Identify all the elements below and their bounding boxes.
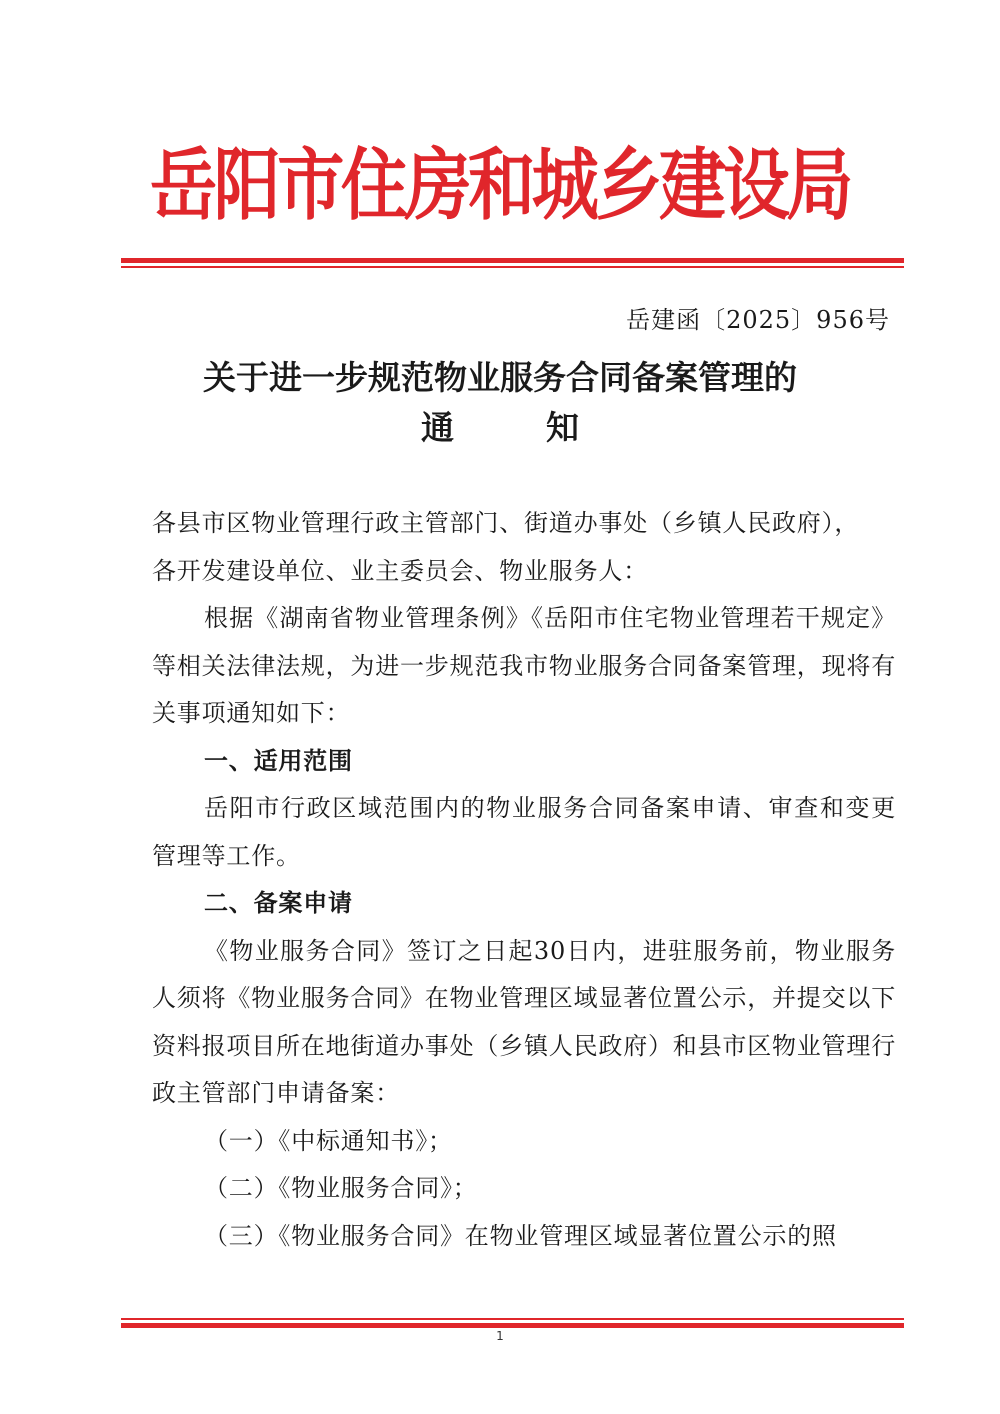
title-char-2: 知 xyxy=(546,408,579,447)
document-title-line1: 关于进一步规范物业服务合同备案管理的 xyxy=(203,358,797,397)
footer-red-rule-thin xyxy=(121,1318,904,1320)
section-heading-application: 二、备案申请 xyxy=(204,889,353,917)
list-item: （一）《中标通知书》； xyxy=(204,1126,453,1155)
section-text-application: 《物业服务合同》签订之日起30日内，进驻服务前，物业服务人须将《物业服务合同》在物业管理区域显著位置公示，并提交以下资料报项目所在地街道办事处（乡镇人民政府）和县市区物业管理行政主管部门申请备案： xyxy=(152,936,896,1107)
page-number: 1 xyxy=(496,1329,504,1343)
list-item: （三）《物业服务合同》在物业管理区域显著位置公示的照 xyxy=(204,1221,837,1250)
organization-name: 岳阳市住房和城乡建设局 xyxy=(149,140,851,231)
list-item: （二）《物业服务合同》； xyxy=(204,1174,478,1202)
letterhead-red-rule-thick xyxy=(121,258,904,263)
document-body xyxy=(152,500,896,1260)
section-heading-scope: 一、适用范围 xyxy=(204,746,353,775)
letterhead-red-rule-thin xyxy=(121,266,904,268)
document-title-line2 xyxy=(0,404,1000,452)
addressee-line-2: 各开发建设单位、业主委员会、物业服务人： xyxy=(152,556,648,585)
section-text-scope: 岳阳市行政区域范围内的物业服务合同备案申请、审查和变更管理等工作。 xyxy=(152,794,896,870)
addressee-line-1: 各县市区物业管理行政主管部门、街道办事处（乡镇人民政府）， xyxy=(152,509,860,537)
document-number: 岳建函〔2025〕956号 xyxy=(626,306,890,334)
title-char-1: 通 xyxy=(421,408,454,447)
intro-paragraph: 根据《湖南省物业管理条例》《岳阳市住宅物业管理若干规定》等相关法律法规，为进一步规范我市物业服务合同备案管理，现将有关事项通知如下： xyxy=(152,604,896,727)
